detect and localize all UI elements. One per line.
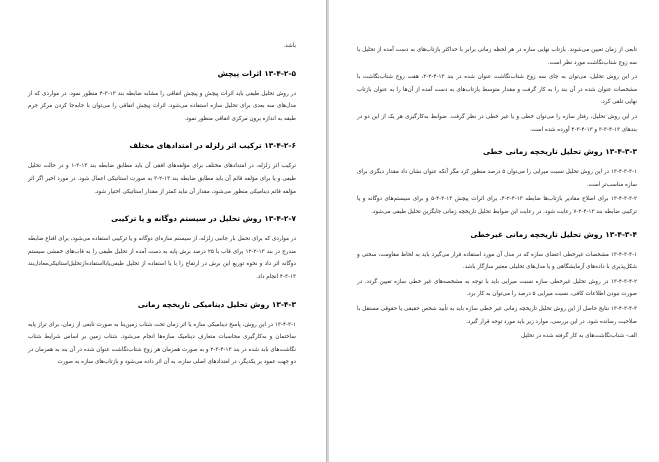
section-heading: ۱۳-۴-۲-۵ اثرات پیچش [217,68,296,78]
body-paragraph: در روش تحلیل طیفی باید اثرات پیچش و پیچش اتفاقی را مشابه ضابطه بند ۱۳-۳-۴ منظور نمود. در مواردی که از مدل‌های سه بعدی برای تحلیل سازه استفاده می‌شود، اثرات پیچش اتفاقی را می‌توان با جابه‌جا کردن مرکز جرم طبقه به اندازه برون مرکزی اتفاقی منظور نمود. [28,90,296,122]
body-paragraph: در این روش تحلیل، می‌توان به جای سه زوج شتاب‌نگاشت عنوان شده در بند ۱۳-۴-۳-۲، هفت زوج شتاب‌نگاشت با مشخصات عنوان شده در آن بند را به کار گرفت و مقدار متوسط بازتاب‌های به دست آمده از آن‌ها را به عنوان بازتاب نهایی تلقی کرد. [357,74,637,106]
body-paragraph: در مواردی که برای تحمل بار جانبی زلزله، از سیستم سازه‌ای دوگانه و یا ترکیبی استفاده می‌شود، برای اقناع ضابطه مندرج در بند ۱۳-۲-۱۲ برای قاب با ۲۵ درصد برش پایه به دست آمده از تحلیل طیفی را به قاب‌های خمشی سیستم دوگانه اثر داد و نحوه توزیع این برش در ارتفاع را با یا استفاده از تحلیل طیفی‌یابا‌استفاده‌ازتحلیل‌استاتیکی‌معادل‌بند ۱۳-۳-۴ انجام داد. [28,236,297,280]
body-paragraph: ۱۳-۴-۳-۱ در این روش، پاسخ دینامیکی سازه یا اثر زمان تحت شتاب زمین‌بنا به صورت تابعی از زمان، برای تراز پایه ساختمان و به‌کارگیری محاسبات متعارف دینامیک سازه‌ها انجام می‌شود. شتاب زمین بر اساس شرایط شتاب نگاشت‌های بابد شده در بند ۱۳-۴-۳-۲ و به صورت همزمان هر زوج شتاب‌نگاشت عنوان شده در آن بند به همزمان در دو جهت عمود بر یکدیگر، در امتدادهای اصلی سازه، به آن اثر داده می‌شود و بازتاب‌های سازه به صورت [28,321,296,366]
body-paragraph: تابعی از زمان تعیین می‌شوند. بازتاب نهایی سازه در هر لحظه زمانی برابر با حداکثر بازتاب‌های به دست آمده از تحلیل با سه زوج شتاب‌نگاشت مورد نظر است. [357,47,637,66]
section-heading: ۱۳-۴-۳-۳ روش تحلیل تاریخچه زمانی خطی [483,147,637,157]
body-paragraph: الف- شتاب‌نگاشت‌های به کار گرفته شده در تحلیل [521,333,637,340]
body-paragraph: ۱۳-۴-۳-۳-۱ در این روش تحلیل نسبت میرایی را می‌توان ۵ درصد منظور کرد مگر آنکه عنوان نشان داد مقدار دیگری برای سازه مناسب‌تر است. [357,169,637,188]
body-paragraph: باشد. [283,43,296,49]
body-paragraph: ۱۳-۴-۳-۳-۲ برای اصلاح مقادیر بازتاب‌ها ضابطه ۱۳-۴-۲-۴، برای اثرات پیچش ۱۳-۳-۴-۵ و برای سیستم‌های دوگانه و یا ترکیبی ضابطه بند ۱۳-۴-۲-۷ رعایت شود. در رعایت این ضوابط تحلیل تاریخچه زمانی جایگزین تحلیل طیفی می‌شود. [357,196,638,215]
body-paragraph: در این روش تحلیل، رفتار سازه را می‌توان خطی و یا غیر خطی در نظر گرفت. ضوابط به‌کارگیری هر یک از این دو در بندهای ۱۳-۴-۳-۳ و ۱۳-۴-۳-۴ آورده شده است. [357,113,637,133]
section-heading: ۱۳-۴-۳-۴ روش تحلیل تاریخچه زمانی غیرخطی [470,229,637,239]
body-paragraph: ۱۳-۴-۳-۴-۲ در روش تحلیل غیرخطی سازه نسبت میرایی باید با توجه به مشخصه‌های غیر خطی سازه تعیین گردد. در صورت نبودن اطلاعات کافی، نسبت میرایی ۵ درصد را می‌توان به کار برد. [357,278,637,298]
body-paragraph: ۱۳-۴-۳-۴-۳ نتایج حاصل از این روش تحلیل تاریخچه زمانی غیر خطی سازه باید به تأیید شخص حقیقی یا حقوقی مستقل با صلاحیت رسانده شود. در این بررسی، موارد زیر باید مورد توجه قرار گیرد. [357,305,637,325]
body-paragraph: ترکیب اثر زلزله، در امتدادهای مختلف برای مؤلفه‌های افقی آن باید مطابق ضابطه بند ۱۳-۳-۱ و در حالت تحلیل طیفی و یا برای مؤلفه قائم آن باید مطابق ضابطه بند ۱۳-۲-۳ به صورت استاتیکی اعمال شود. در مورد اخیر اگر اثر مؤلفه قائم دینامیکی منظور می‌شود، مقدار آن نباید کمتر از مقدار استاتیکی اختیار شود. [28,163,296,195]
body-paragraph: ۱۳-۴-۳-۴-۱ مشخصات غیرخطی اعضای سازه که در مدل آن مورد استفاده قرار می‌گیرد باید به لحاظ مقاومت، سختی و شکل‌پذیری با داده‌های آزمایشگاهی و یا مدل‌های تحلیلی معتبر سازگار باشد. [357,251,637,271]
section-heading: ۱۳-۴-۲-۶ ترکیب اثر زلزله در امتدادهای مختلف [129,141,296,151]
section-heading: ۱۳-۴-۳ روش تحلیل دینامیکی تاریخچه زمانی [137,299,296,309]
document-page-left [0,0,327,462]
document-page-right [329,0,659,462]
section-heading: ۱۳-۴-۲-۷ روش تحلیل در سیستم دوگانه و یا ترکیبی [111,214,296,224]
